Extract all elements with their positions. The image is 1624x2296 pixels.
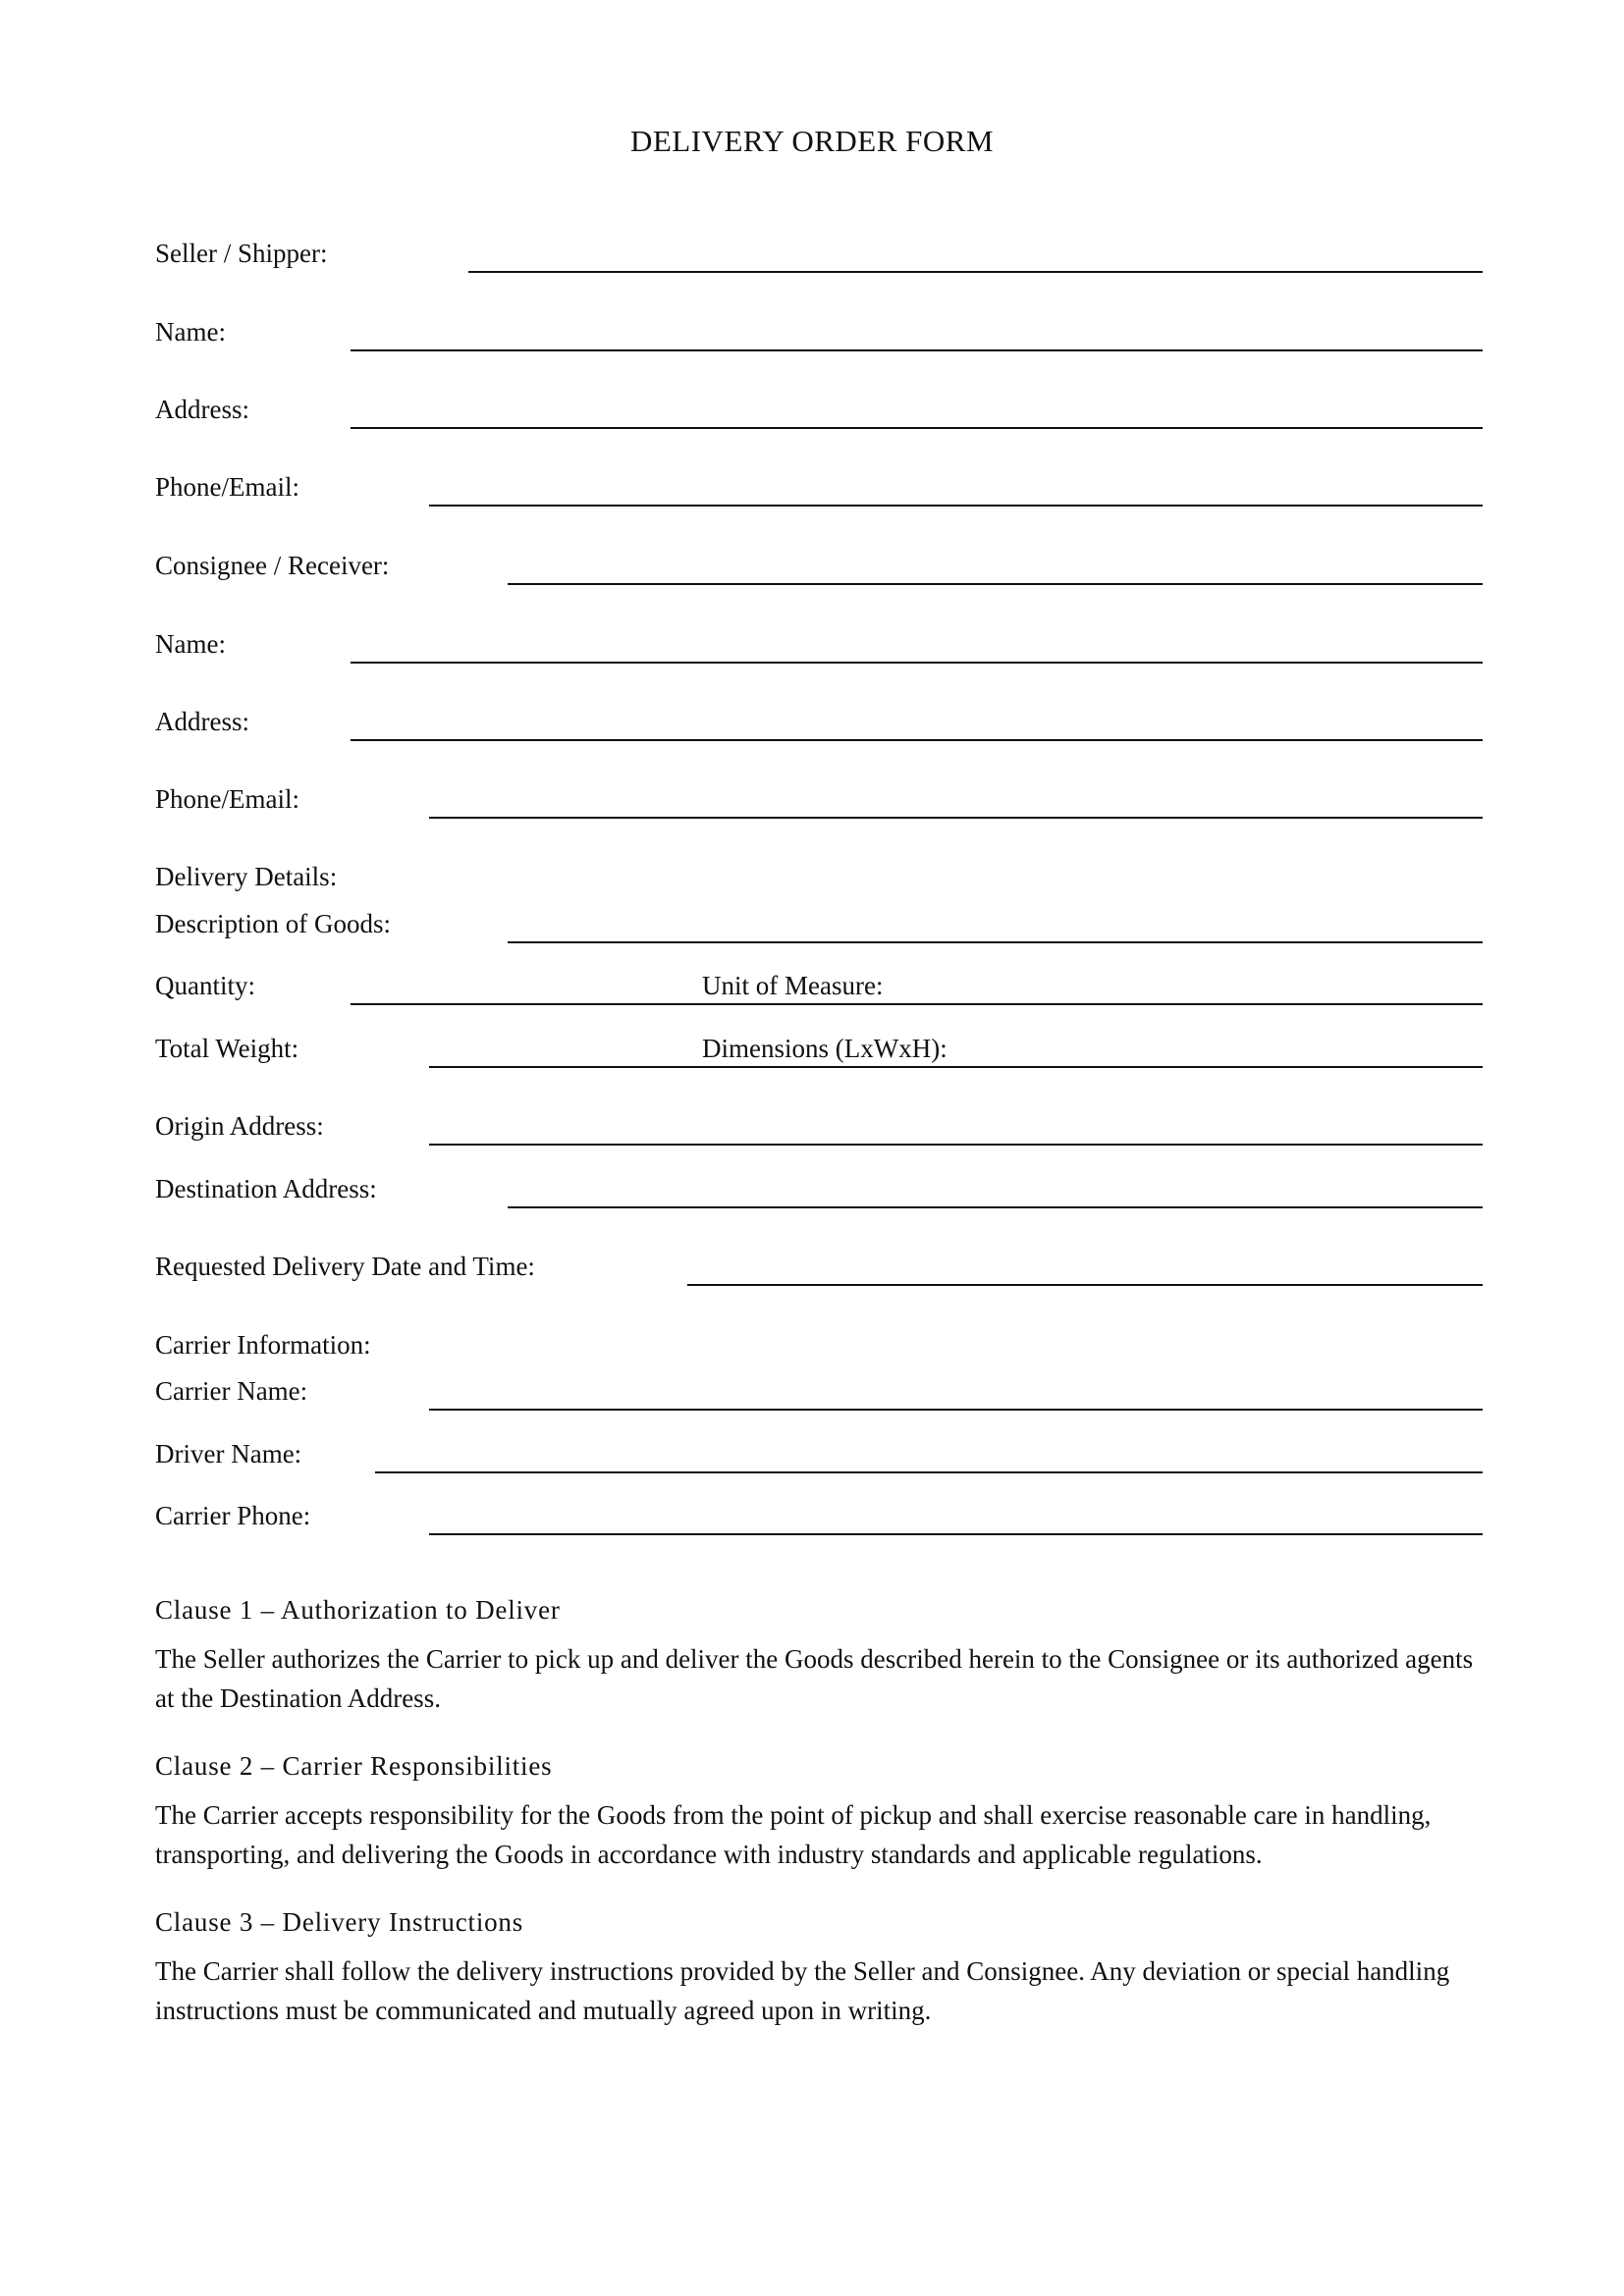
- seller-address-label: Address:: [155, 395, 249, 424]
- clause-3-text: The Carrier shall follow the delivery instructions provided by the Seller and Consignee. Any deviation or special handling instructions must be communicated and mutually agreed upon in writing.: [155, 1956, 1450, 2025]
- consignee-address-label: Address:: [155, 707, 249, 736]
- seller-name-label: Name:: [155, 317, 226, 347]
- form-title: DELIVERY ORDER FORM: [629, 124, 995, 158]
- driver-name-field[interactable]: [375, 1471, 1483, 1473]
- requested-delivery-field[interactable]: [687, 1284, 1483, 1286]
- driver-name-label: Driver Name:: [155, 1439, 302, 1468]
- delivery-details-heading: Delivery Details:: [155, 862, 338, 891]
- dimensions-label: Dimensions (LxWxH):: [702, 1034, 947, 1063]
- seller-address-field[interactable]: [351, 427, 1483, 429]
- carrier-information-heading: Carrier Information:: [155, 1330, 371, 1360]
- unit-of-measure-field[interactable]: [699, 1003, 1483, 1005]
- clause-2-title: Clause 2 – Carrier Responsibilities: [155, 1751, 553, 1781]
- consignee-contact-label: Phone/Email:: [155, 784, 299, 814]
- consignee-name-label: Name:: [155, 629, 226, 659]
- total-weight-label: Total Weight:: [155, 1034, 299, 1063]
- origin-address-field[interactable]: [429, 1144, 1483, 1146]
- clause-1-title: Clause 1 – Authorization to Deliver: [155, 1595, 561, 1625]
- destination-address-field[interactable]: [508, 1206, 1483, 1208]
- clause-1-text: The Seller authorizes the Carrier to pick up and deliver the Goods described herein to the Consignee or its authorized agents at the Destination Address.: [155, 1644, 1474, 1713]
- clause-2-text: The Carrier accepts responsibility for the Goods from the point of pickup and shall exercise reasonable care in handling, transporting, and delivering the Goods in accordance with industry standards and applicable regulations.: [155, 1800, 1432, 1869]
- origin-address-label: Origin Address:: [155, 1111, 324, 1141]
- quantity-field[interactable]: [351, 1003, 699, 1005]
- seller-shipper-field[interactable]: [468, 271, 1483, 273]
- description-of-goods-label: Description of Goods:: [155, 909, 391, 938]
- carrier-name-field[interactable]: [429, 1409, 1483, 1411]
- carrier-phone-field[interactable]: [429, 1533, 1483, 1535]
- quantity-label: Quantity:: [155, 971, 255, 1000]
- unit-of-measure-label: Unit of Measure:: [702, 971, 884, 1000]
- carrier-name-label: Carrier Name:: [155, 1376, 308, 1406]
- destination-address-label: Destination Address:: [155, 1174, 377, 1203]
- seller-contact-field[interactable]: [429, 505, 1483, 507]
- seller-name-field[interactable]: [351, 349, 1483, 351]
- seller-contact-label: Phone/Email:: [155, 472, 299, 502]
- consignee-receiver-field[interactable]: [508, 583, 1483, 585]
- seller-shipper-label: Seller / Shipper:: [155, 239, 328, 268]
- requested-delivery-label: Requested Delivery Date and Time:: [155, 1252, 535, 1281]
- total-weight-field[interactable]: [429, 1066, 699, 1068]
- dimensions-field[interactable]: [699, 1066, 1483, 1068]
- carrier-phone-label: Carrier Phone:: [155, 1501, 311, 1530]
- consignee-receiver-label: Consignee / Receiver:: [155, 551, 390, 580]
- clause-3-title: Clause 3 – Delivery Instructions: [155, 1907, 524, 1937]
- description-of-goods-field[interactable]: [508, 941, 1483, 943]
- consignee-contact-field[interactable]: [429, 817, 1483, 819]
- consignee-name-field[interactable]: [351, 662, 1483, 664]
- consignee-address-field[interactable]: [351, 739, 1483, 741]
